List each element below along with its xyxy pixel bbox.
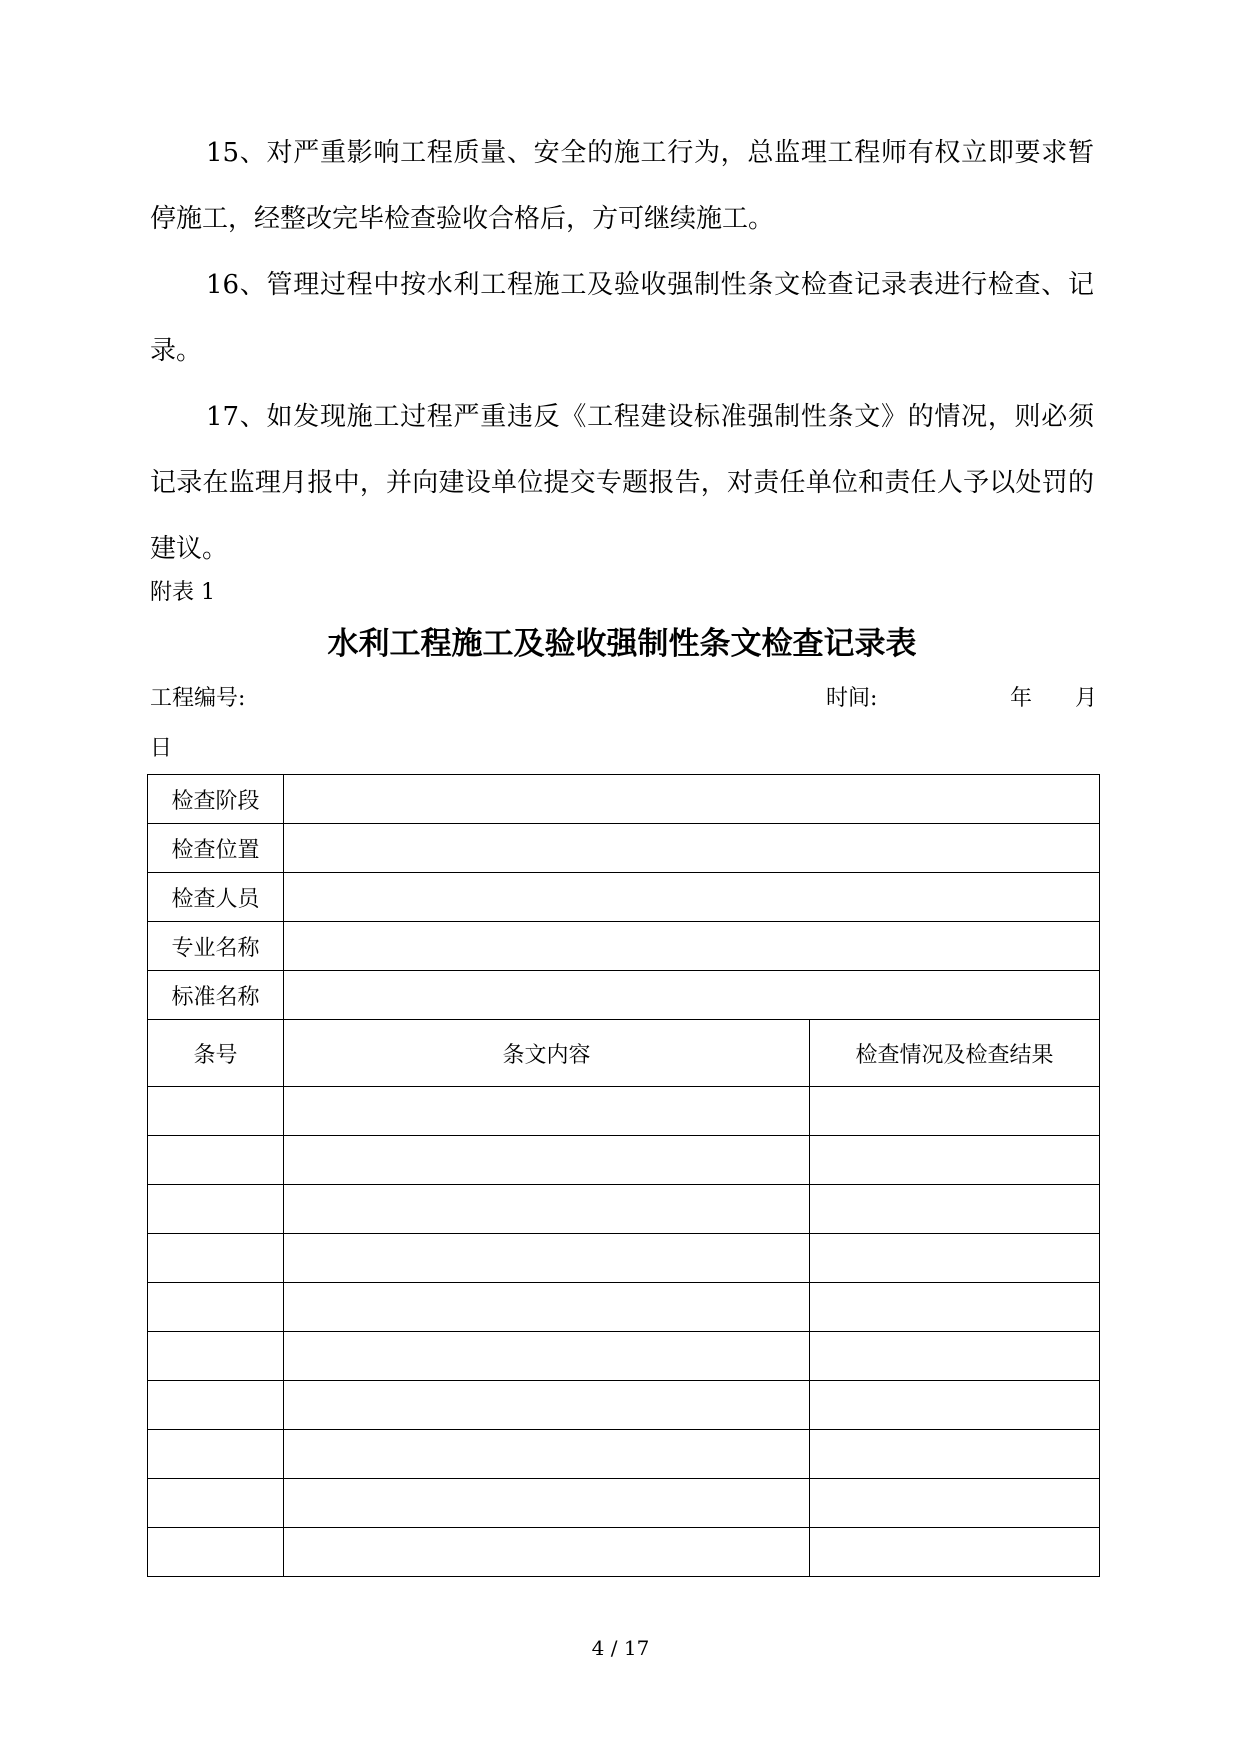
info-row-inspection-stage xyxy=(148,775,1100,824)
table-row xyxy=(148,1185,1100,1234)
inspection-result-cell[interactable] xyxy=(810,1283,1100,1332)
clause-number-cell[interactable] xyxy=(148,1528,284,1577)
clause-number-cell[interactable] xyxy=(148,1136,284,1185)
table-row xyxy=(148,1234,1100,1283)
clause-content-cell[interactable] xyxy=(284,1087,810,1136)
clause-number-cell[interactable] xyxy=(148,1087,284,1136)
info-row-inspectors xyxy=(148,873,1100,922)
clause-content-cell[interactable] xyxy=(284,1185,810,1234)
paragraph-17: 17、如发现施工过程严重违反《工程建设标准强制性条文》的情况，则必须记录在监理月报中，并向建设单位提交专题报告，对责任单位和责任人予以处罚的建议。 xyxy=(150,402,1094,564)
clause-number-cell[interactable] xyxy=(148,1283,284,1332)
day-label: 日 xyxy=(150,736,173,761)
inspection-result-cell[interactable] xyxy=(810,1136,1100,1185)
paragraph-15: 15、对严重影响工程质量、安全的施工行为，总监理工程师有权立即要求暂停施工，经整改完毕检查验收合格后，方可继续施工。 xyxy=(150,138,1094,234)
info-label-specialty-name: 专业名称 xyxy=(148,922,284,971)
clause-content-cell[interactable] xyxy=(284,1234,810,1283)
paragraph-16: 16、管理过程中按水利工程施工及验收强制性条文检查记录表进行检查、记录。 xyxy=(150,270,1094,366)
clause-content-cell[interactable] xyxy=(284,1430,810,1479)
clause-number-cell[interactable] xyxy=(148,1185,284,1234)
info-value-inspection-location[interactable] xyxy=(284,824,1100,873)
clause-content-cell[interactable] xyxy=(284,1479,810,1528)
year-label: 年 xyxy=(1010,686,1033,711)
table-row xyxy=(148,1528,1100,1577)
clause-content-cell[interactable] xyxy=(284,1136,810,1185)
clause-content-cell[interactable] xyxy=(284,1528,810,1577)
clause-content-cell[interactable] xyxy=(284,1283,810,1332)
column-header-row xyxy=(148,1020,1100,1087)
inspection-result-cell[interactable] xyxy=(810,1087,1100,1136)
table-row xyxy=(148,1332,1100,1381)
inspection-result-cell[interactable] xyxy=(810,1234,1100,1283)
clause-content-cell[interactable] xyxy=(284,1332,810,1381)
column-header-inspection-result: 检查情况及检查结果 xyxy=(810,1020,1100,1087)
page-indicator: 4 / 17 xyxy=(591,1636,650,1660)
info-label-standard-name: 标准名称 xyxy=(148,971,284,1020)
info-row-inspection-location xyxy=(148,824,1100,873)
inspection-record-table xyxy=(147,774,1100,1577)
form-title: 水利工程施工及验收强制性条文检查记录表 xyxy=(327,626,917,662)
clause-number-cell[interactable] xyxy=(148,1332,284,1381)
clause-number-cell[interactable] xyxy=(148,1234,284,1283)
info-label-inspectors: 检查人员 xyxy=(148,873,284,922)
inspection-result-cell[interactable] xyxy=(810,1332,1100,1381)
info-value-inspection-stage[interactable] xyxy=(284,775,1100,824)
time-label: 时间: xyxy=(826,686,878,711)
clause-number-cell[interactable] xyxy=(148,1430,284,1479)
inspection-result-cell[interactable] xyxy=(810,1381,1100,1430)
inspection-result-cell[interactable] xyxy=(810,1528,1100,1577)
project-number-label: 工程编号: xyxy=(150,686,246,711)
table-row xyxy=(148,1283,1100,1332)
info-row-specialty-name xyxy=(148,922,1100,971)
clause-number-cell[interactable] xyxy=(148,1479,284,1528)
table-row xyxy=(148,1479,1100,1528)
inspection-result-cell[interactable] xyxy=(810,1479,1100,1528)
table-row xyxy=(148,1087,1100,1136)
table-row xyxy=(148,1381,1100,1430)
info-label-inspection-stage: 检查阶段 xyxy=(148,775,284,824)
clause-number-cell[interactable] xyxy=(148,1381,284,1430)
column-header-clause-content: 条文内容 xyxy=(284,1020,810,1087)
appendix-label: 附表 1 xyxy=(150,580,215,605)
info-label-inspection-location: 检查位置 xyxy=(148,824,284,873)
inspection-result-cell[interactable] xyxy=(810,1185,1100,1234)
info-row-standard-name xyxy=(148,971,1100,1020)
clause-content-cell[interactable] xyxy=(284,1381,810,1430)
info-value-specialty-name[interactable] xyxy=(284,922,1100,971)
table-row xyxy=(148,1430,1100,1479)
inspection-result-cell[interactable] xyxy=(810,1430,1100,1479)
column-header-clause-number: 条号 xyxy=(148,1020,284,1087)
month-label: 月 xyxy=(1075,686,1098,711)
table-row xyxy=(148,1136,1100,1185)
info-value-standard-name[interactable] xyxy=(284,971,1100,1020)
info-value-inspectors[interactable] xyxy=(284,873,1100,922)
